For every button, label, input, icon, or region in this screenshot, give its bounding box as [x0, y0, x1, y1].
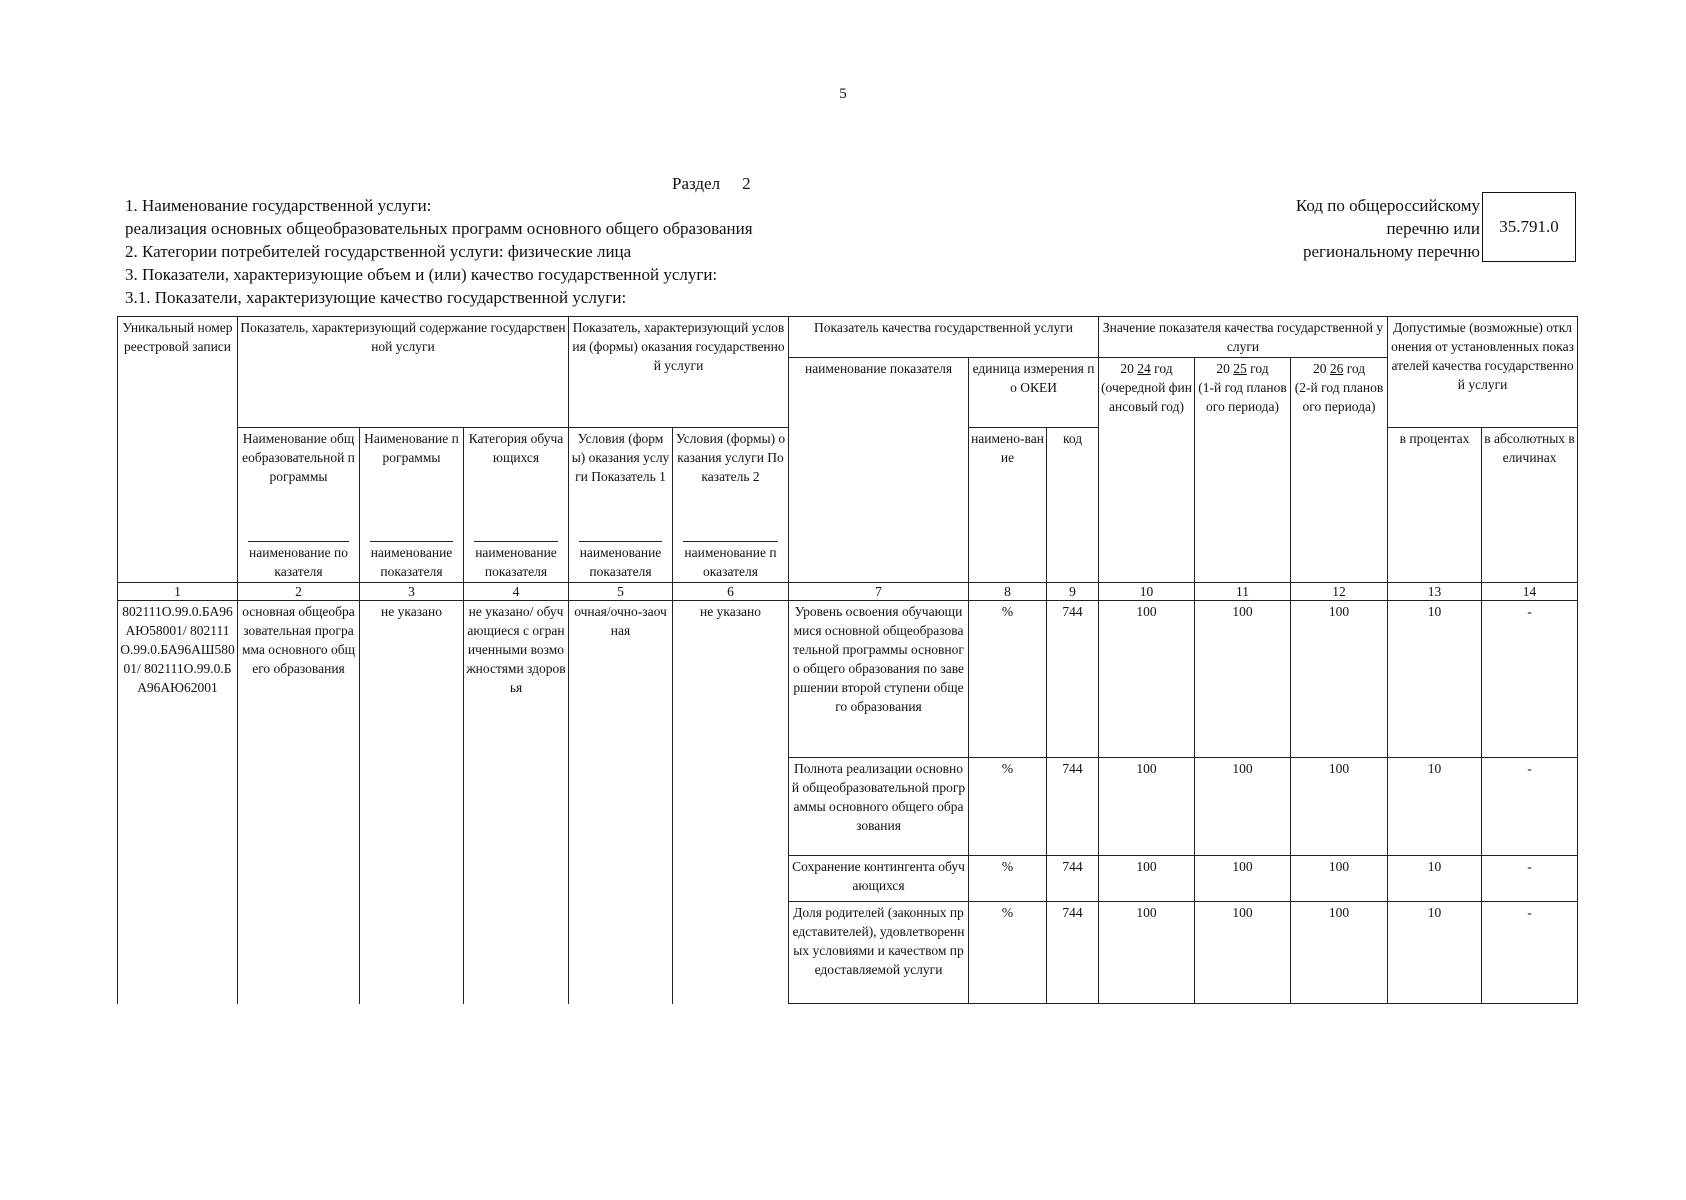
header-allowed-deviation: Допустимые (возможные) отклонения от установленных показателей качества государственной услуги [1388, 317, 1578, 428]
year-3-prefix: 20 [1312, 361, 1327, 376]
subheader-program [238, 428, 360, 583]
column-numbers-row [118, 583, 1578, 601]
column-number: 13 [1388, 583, 1482, 601]
header-year-1 [1099, 358, 1195, 583]
column-number: 6 [673, 583, 789, 601]
program-value: основная общеобразовательная программа основного общего образования [238, 601, 360, 1004]
table-row [118, 601, 1578, 758]
code-label-line-2: перечню или [1386, 219, 1480, 238]
page-number: 5 [839, 86, 847, 102]
header-indicator-value: Значение показателя качества государственной услуги [1099, 317, 1388, 358]
subheader-programme-name [360, 428, 464, 583]
subheader-condition-1-title: Условия (формы) оказания услуги Показатель 1 [571, 431, 670, 484]
value-year-3: 100 [1291, 856, 1388, 902]
unit-name: % [969, 758, 1047, 856]
value-year-1: 100 [1099, 758, 1195, 856]
indicator-name: Сохранение контингента обучающихся [789, 856, 969, 902]
section-heading [672, 174, 773, 194]
registry-number: 802111О.99.0.БА96АЮ58001/ 802111О.99.0.БА96АШ58001/ 802111О.99.0.БА96АЮ62001 [118, 601, 238, 1004]
subheader-percent: в процентах [1388, 428, 1482, 583]
column-number: 1 [118, 583, 238, 601]
value-year-2: 100 [1195, 856, 1291, 902]
value-year-1: 100 [1099, 601, 1195, 758]
subheader-programme-name-title: Наименование программы [364, 431, 459, 465]
column-number: 3 [360, 583, 464, 601]
indicators-heading: 3. Показатели, характеризующие объем и (или) качество государственной услуги: [125, 265, 718, 284]
year-1-word: год [1154, 361, 1173, 376]
column-number: 8 [969, 583, 1047, 601]
column-number: 5 [569, 583, 673, 601]
unit-code: 744 [1047, 902, 1099, 1004]
header-conditions-indicator: Показатель, характеризующий условия (формы) оказания государственной услуги [569, 317, 789, 428]
unit-name: % [969, 902, 1047, 1004]
column-number: 12 [1291, 583, 1388, 601]
value-year-2: 100 [1195, 601, 1291, 758]
quality-indicators-heading: 3.1. Показатели, характеризующие качество государственной услуги: [125, 288, 627, 307]
subheader-condition-2-label: наименование показателя [683, 541, 778, 581]
value-year-3: 100 [1291, 601, 1388, 758]
header-quality-indicator: Показатель качества государственной услуги [789, 317, 1099, 358]
subheader-programme-name-label: наименование показателя [370, 541, 453, 581]
subheader-condition-2-title: Условия (формы) оказания услуги Показатель 2 [675, 431, 786, 484]
year-3-word: год [1346, 361, 1366, 376]
subheader-condition-1 [569, 428, 673, 583]
indicator-name: Доля родителей (законных представителей), удовлетворенных условиями и качеством предоставляемой услуги [789, 902, 969, 1004]
header-year-2 [1195, 358, 1291, 583]
value-year-3: 100 [1291, 758, 1388, 856]
subheader-condition-1-label: наименование показателя [579, 541, 662, 581]
deviation-percent: 10 [1388, 902, 1482, 1004]
service-name-heading: 1. Наименование государственной услуги: [125, 196, 432, 215]
year-2-description: (1-й год планового периода) [1198, 380, 1287, 414]
year-1-prefix: 20 [1120, 361, 1134, 376]
condition-2-value: не указано [673, 601, 789, 1004]
subheader-absolute: в абсолютных величинах [1482, 428, 1578, 583]
code-label-line-1: Код по общероссийскому [1295, 196, 1480, 215]
subheader-unit-name: наимено-вание [969, 428, 1047, 583]
subheader-category-title: Категория обучающихся [468, 431, 564, 465]
header-indicator-name: наименование показателя [789, 358, 969, 583]
header-row-1 [118, 317, 1578, 358]
header-year-3 [1291, 358, 1388, 583]
value-year-2: 100 [1195, 758, 1291, 856]
unit-name: % [969, 601, 1047, 758]
deviation-absolute: - [1482, 601, 1578, 758]
subheader-category [464, 428, 569, 583]
deviation-absolute: - [1482, 856, 1578, 902]
section-label: Раздел [672, 174, 721, 193]
unit-code: 744 [1047, 856, 1099, 902]
column-number: 11 [1195, 583, 1291, 601]
service-name: реализация основных общеобразовательных программ основного общего образования [125, 219, 753, 238]
subheader-unit-code: код [1047, 428, 1099, 583]
deviation-absolute: - [1482, 758, 1578, 856]
column-number: 10 [1099, 583, 1195, 601]
value-year-1: 100 [1099, 902, 1195, 1004]
consumer-category: 2. Категории потребителей государственной услуги: физические лица [125, 242, 632, 261]
indicator-name: Уровень освоения обучающимися основной общеобразовательной программы основного общего образования по завершении второй ступени общего образования [789, 601, 969, 758]
column-number: 2 [238, 583, 360, 601]
subheader-condition-2 [673, 428, 789, 583]
value-year-3: 100 [1291, 902, 1388, 1004]
deviation-percent: 10 [1388, 601, 1482, 758]
code-label-line-3: региональному перечню [1302, 242, 1480, 261]
column-number: 7 [789, 583, 969, 601]
year-2-word: год [1250, 361, 1269, 376]
subheader-program-title: Наименование общеобразовательной программы [242, 431, 355, 484]
column-number: 4 [464, 583, 569, 601]
value-year-1: 100 [1099, 856, 1195, 902]
year-1-number: 24 [1137, 361, 1151, 376]
header-unit-okei: единица измерения по ОКЕИ [969, 358, 1099, 428]
deviation-percent: 10 [1388, 856, 1482, 902]
quality-indicators-table [117, 316, 1578, 1004]
unit-code: 744 [1047, 758, 1099, 856]
subheader-program-label: наименование показателя [248, 541, 349, 581]
column-number: 9 [1047, 583, 1099, 601]
deviation-absolute: - [1482, 902, 1578, 1004]
year-3-description: (2-й год планового периода) [1294, 380, 1384, 414]
subheader-category-label: наименование показателя [474, 541, 558, 581]
year-2-number: 25 [1233, 361, 1247, 376]
indicator-name: Полнота реализации основной общеобразовательной программы основного общего образования [789, 758, 969, 856]
header-content-indicator: Показатель, характеризующий содержание государственной услуги [238, 317, 569, 428]
year-1-description: (очередной финансовый год) [1101, 380, 1192, 414]
programme-name-value: не указано [360, 601, 464, 1004]
unit-code: 744 [1047, 601, 1099, 758]
category-value: не указано/ обучающиеся с ограниченными возможностями здоровья [464, 601, 569, 1004]
section-number: 2 [742, 174, 751, 193]
value-year-2: 100 [1195, 902, 1291, 1004]
deviation-percent: 10 [1388, 758, 1482, 856]
condition-1-value: очная/очно-заочная [569, 601, 673, 1004]
header-unique-number: Уникальный номер реестровой записи [118, 317, 238, 583]
year-3-number: 26 [1329, 361, 1344, 376]
unit-name: % [969, 856, 1047, 902]
column-number: 14 [1482, 583, 1578, 601]
registry-code-box: 35.791.0 [1482, 192, 1576, 262]
year-2-prefix: 20 [1216, 361, 1230, 376]
